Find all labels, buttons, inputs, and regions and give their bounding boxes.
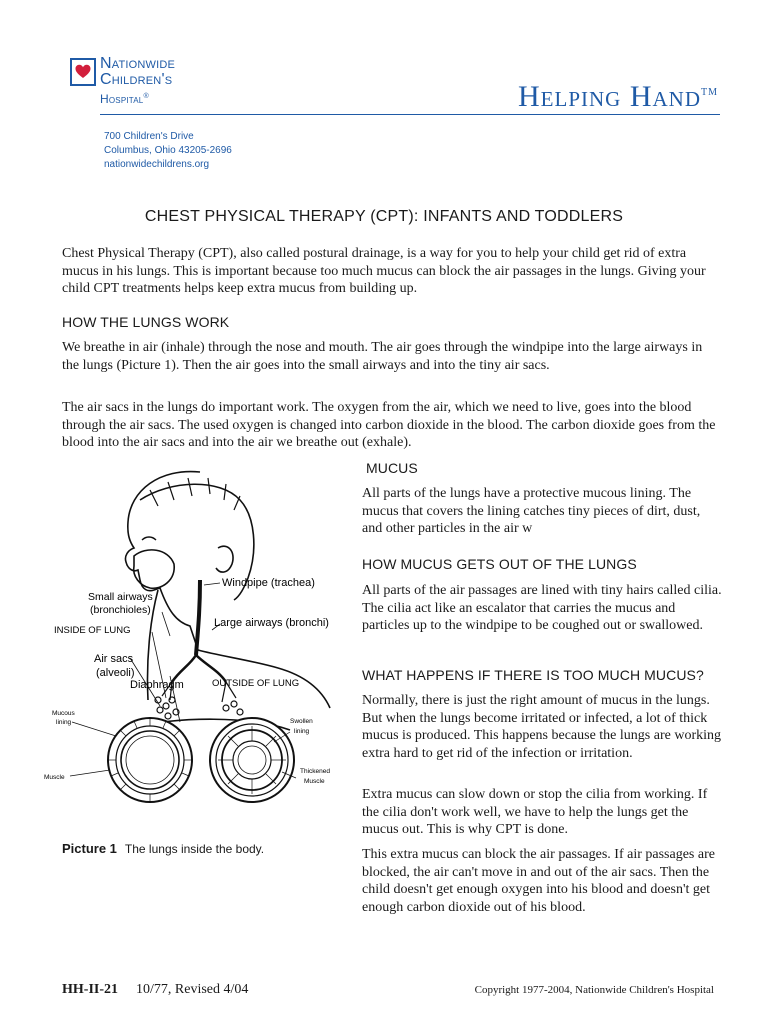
label-outside-lung: OUTSIDE OF LUNG [212,678,300,689]
caption-label: Picture 1 [62,841,117,856]
label-small-airways: Small airways [88,591,153,603]
label-air-sacs: Air sacs [94,653,134,665]
airway-cross-section-swollen [210,718,296,802]
figure-caption [62,840,264,858]
caption-text: The lungs inside the body. [124,842,265,856]
too-much-paragraph-3: This extra mucus can block the air passages. If air passages are blocked, the air can't move in and out of the air sacs. Then the child doesn't get enough oxygen into his blood and doesn't get enough carbon dioxide out of his blood. [362,847,715,915]
page-title: CHEST PHYSICAL THERAPY (CPT): INFANTS AND TODDLERS [144,208,624,225]
label-thickened-1: Thickened [300,768,330,775]
label-muscle: Muscle [44,774,65,781]
label-mucous-2: lining [56,719,72,726]
label-mucous-1: Mucous [52,710,75,717]
heart-icon [75,64,91,80]
too-much-paragraph-2: Extra mucus can slow down or stop the cilia from working. If the cilia don't work well, we have to help the lungs get the mucus out. This is why CPT is done. [362,787,708,837]
org-name-line3-text: Hospital [100,92,144,106]
lungs-illustration [44,460,350,830]
website-link[interactable]: nationwidechildrens.org [104,159,210,170]
header-rule [100,114,720,115]
label-thickened-2: Muscle [304,778,325,785]
child-drawing [125,472,330,708]
address-line1: 700 Children's Drive [104,131,194,142]
label-swollen-2: lining [294,728,310,735]
org-name-line2: Children's [100,71,173,88]
footer-code [62,982,248,998]
brand-text: Helping Hand [518,80,701,113]
label-swollen-1: Swollen [290,718,313,725]
heading-lungs-work: HOW THE LUNGS WORK [62,314,230,330]
org-name-line3 [100,89,149,107]
label-windpipe: Windpipe (trachea) [222,577,315,589]
intro-paragraph: Chest Physical Therapy (CPT), also called postural drainage, is a way for you to help your child get rid of extra mucus in his lungs. This is important because too much mucus can block the air passages in the lungs. Giving your child CPT treatments helps keep extra mucus from building up. [62,246,706,296]
label-large-airways: Large airways (bronchi) [214,617,329,629]
document-code: HH-II-21 [62,982,118,997]
revision-dates: 10/77, Revised 4/04 [136,982,249,997]
heading-too-much-mucus: WHAT HAPPENS IF THERE IS TOO MUCH MUCUS? [362,667,704,683]
label-bronchioles: (bronchioles) [90,604,151,616]
helping-hand-brand [518,80,718,114]
trademark: TM [701,87,718,98]
label-inside-lung: INSIDE OF LUNG [54,625,131,636]
footer-copyright: Copyright 1977-2004, Nationwide Children's Hospital [474,984,714,996]
too-much-paragraph-1: Normally, there is just the right amount of mucus in the lungs. But when the lungs become irritated or infected, a lot of thick mucus is produced. This happens because the lungs are working extra hard to get rid of the infection or irritation. [362,693,721,761]
address-line2: Columbus, Ohio 43205-2696 [104,145,232,156]
lungs-work-paragraph-2: The air sacs in the lungs do important work. The oxygen from the air, which we need to live, goes into the blood through the air sacs. The used oxygen is changed into carbon dioxide in the blood. The carbon dioxide goes from the blood into the air sacs and into the air we breathe out (exhale). [62,400,716,450]
org-name-line1: Nationwide [100,55,176,72]
heading-mucus-out: HOW MUCUS GETS OUT OF THE LUNGS [362,556,637,572]
airway-drawing [130,580,290,730]
label-diaphragm: Diaphragm [130,679,184,691]
mucus-out-paragraph: All parts of the air passages are lined with tiny hairs called cilia. The cilia act like an escalator that carries the mucus and particles up to the windpipe to be coughed out or swallowed. [362,583,722,633]
heading-mucus: MUCUS [366,460,418,476]
label-alveoli: (alveoli) [96,667,135,679]
mucus-paragraph: All parts of the lungs have a protective mucous lining. The mucus that covers the lining catches tiny pieces of dirt, dust, and other particles in the air w [362,486,701,536]
registered-mark: ® [143,93,149,100]
lungs-work-paragraph-1: We breathe in air (inhale) through the nose and mouth. The air goes through the windpipe into the large airways in the lungs (Picture 1). Then the air goes into the small airways and into the tiny air sacs. [62,340,703,373]
hospital-logo [70,58,96,86]
airway-cross-section-normal [70,718,192,802]
